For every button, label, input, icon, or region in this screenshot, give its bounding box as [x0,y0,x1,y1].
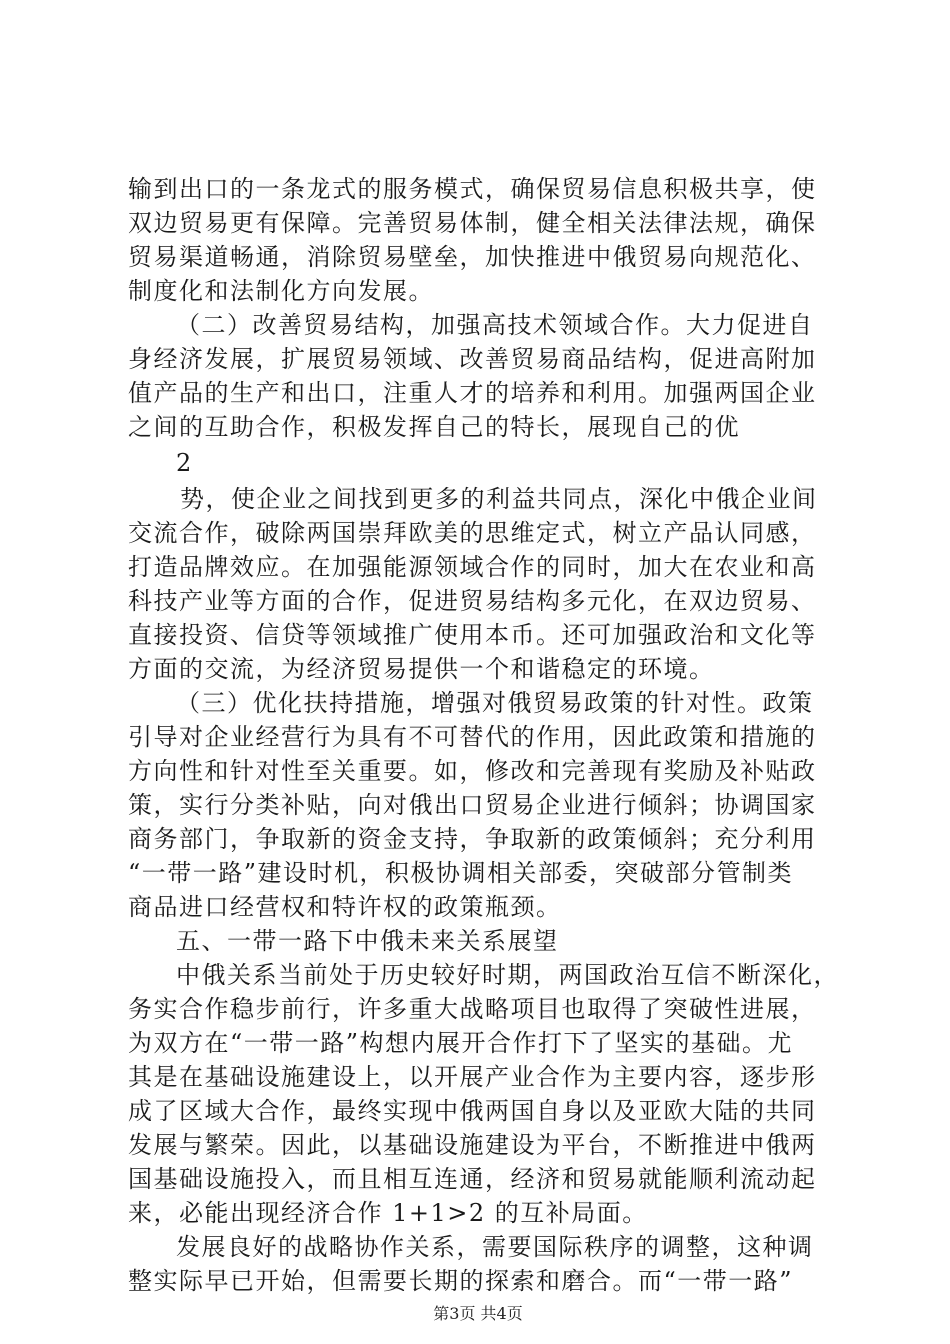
text-line: 其是在基础设施建设上，以开展产业合作为主要内容，逐步形 [128,1063,817,1091]
text-line: 交流合作，破除两国崇拜欧美的思维定式，树立产品认同感， [128,519,817,547]
text-line: 引导对企业经营行为具有不可替代的作用，因此政策和措施的 [128,723,817,751]
text-line: 整实际早已开始，但需要长期的探索和磨合。而“一带一路” [128,1267,794,1295]
text-line: 发展与繁荣。因此，以基础设施建设为平台，不断推进中俄两 [128,1131,817,1159]
text-line: “一带一路”建设时机，积极协调相关部委，突破部分管制类 [128,859,794,887]
text-line: 务实合作稳步前行，许多重大战略项目也取得了突破性进展， [128,995,817,1023]
text-line: 国基础设施投入，而且相互连通，经济和贸易就能顺利流动起 [128,1165,817,1193]
page-footer: 第3页 共4页 [433,1304,523,1323]
text-line: 输到出口的一条龙式的服务模式，确保贸易信息积极共享，使 [128,175,817,203]
text-line: 商务部门，争取新的资金支持，争取新的政策倾斜；充分利用 [128,825,817,853]
text-line: 方面的交流，为经济贸易提供一个和谐稳定的环境。 [128,655,715,683]
text-line: 值产品的生产和出口，注重人才的培养和利用。加强两国企业 [128,379,817,407]
chapter-heading: 五、一带一路下中俄未来关系展望 [176,927,559,955]
text-line: 成了区域大合作，最终实现中俄两国自身以及亚欧大陆的共同 [128,1097,817,1125]
text-line: 制度化和法制化方向发展。 [128,277,434,305]
paragraph-start: 中俄关系当前处于历史较好时期，两国政治互信不断深化， [176,961,839,989]
text-line: 方向性和针对性至关重要。如，修改和完善现有奖励及补贴政 [128,757,817,785]
paragraph-start: 发展良好的战略协作关系，需要国际秩序的调整，这种调 [176,1233,814,1261]
text-line: 来，必能出现经济合作 1+1>2 的互补局面。 [128,1199,648,1227]
text-line: 策，实行分类补贴，向对俄出口贸易企业进行倾斜；协调国家 [128,791,817,819]
text-line: 为双方在“一带一路”构想内展开合作打下了坚实的基础。尤 [128,1029,794,1057]
text-line: 贸易渠道畅通，消除贸易壁垒，加快推进中俄贸易向规范化、 [128,243,817,271]
text-line: 商品进口经营权和特许权的政策瓶颈。 [128,893,562,921]
text-line: 直接投资、信贷等领域推广使用本币。还可加强政治和文化等 [128,621,817,649]
inline-page-marker: 2 [176,449,193,477]
text-line: 之间的互助合作，积极发挥自己的特长，展现自己的优 [128,413,740,441]
text-line: 打造品牌效应。在加强能源领域合作的同时，加大在农业和高 [128,553,817,581]
text-line: 双边贸易更有保障。完善贸易体制，健全相关法律法规，确保 [128,209,817,237]
text-line: 科技产业等方面的合作，促进贸易结构多元化，在双边贸易、 [128,587,817,615]
text-line: 势，使企业之间找到更多的利益共同点，深化中俄企业间 [180,485,818,513]
text-line: 身经济发展，扩展贸易领域、改善贸易商品结构，促进高附加 [128,345,817,373]
section-heading-2: （二）改善贸易结构，加强高技术领域合作。大力促进自 [176,311,814,339]
section-heading-3: （三）优化扶持措施，增强对俄贸易政策的针对性。政策 [176,689,814,717]
